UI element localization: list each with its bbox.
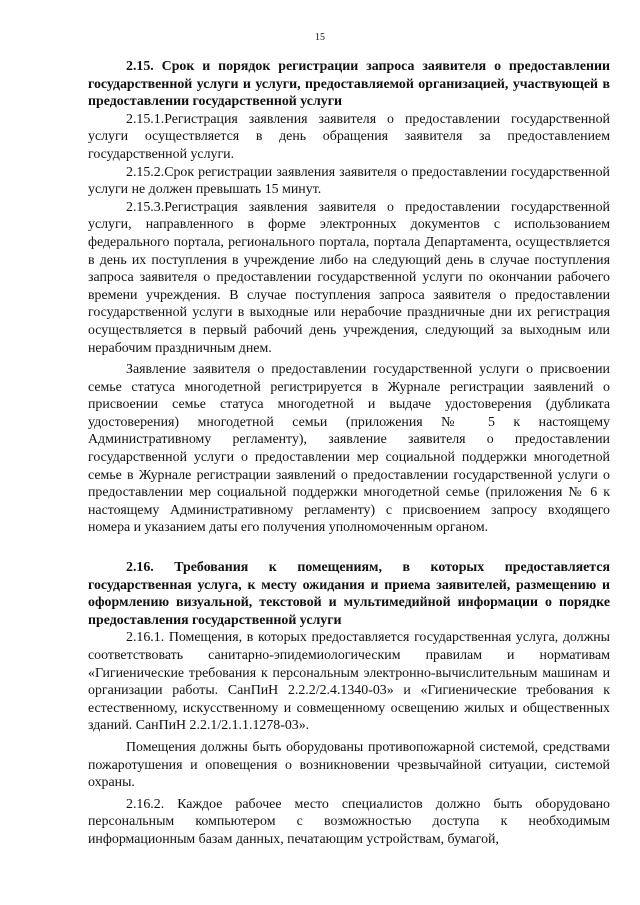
paragraph-registration-journal: Заявление заявителя о предоставлении государственной услуги о присвоении семье статуса многодетной регистрируется в Журнале регистрации заявлений о присвоении семье статуса многодетной и выдаче удостоверения (дубликата удостоверения) многодетной семьи (приложения № 5 к настоящему Административному регламенту), заявление заявителя о предоставлении государственной услуги о предоставлении мер социальной поддержки многодетной семье в Журнале регистрации заявлений о предоставлении государственной услуги о предоставлении мер социальной поддержки многодетной семье (приложения № 6 к настоящему Административному регламенту) с присвоением запросу входящего номера и указанием даты его получения уполномоченным органом. [88, 362, 610, 536]
page-number: 15 [315, 32, 325, 43]
document-body [88, 58, 610, 849]
paragraph-2-16-2: 2.16.2. Каждое рабочее место специалистов должно быть оборудовано персональным компьютером с возможностью доступа к необходимым информационным базам данных, печатающим устройствам, бумагой, [88, 796, 610, 847]
paragraph-premises-equipment: Помещения должны быть оборудованы противопожарной системой, средствами пожаротушения и оповещения о возникновении чрезвычайной ситуации, системой охраны. [88, 739, 610, 791]
section-2-16-heading: 2.16. Требования к помещениям, в которых предоставляется государственная услуга, к месту ожидания и приема заявителей, размещению и оформлению визуальной, текстовой и мультимедийной информации о порядке предоставления государственной услуги [88, 560, 610, 628]
paragraph-2-15-1: 2.15.1.Регистрация заявления заявителя о предоставлении государственной услуги осуществляется в день обращения заявителя за предоставлением государственной услуги. [88, 111, 610, 162]
section-2-15-heading: 2.15. Срок и порядок регистрации запроса заявителя о предоставлении государственной услуги и услуги, предоставляемой организацией, участвующей в предоставлении государственной услуги [88, 59, 610, 110]
paragraph-2-15-3: 2.15.3.Регистрация заявления заявителя о предоставлении государственной услуги, направленного в форме электронных документов с использованием федерального портала, регионального портала, портала Департамента, осуществляется в день их поступления в учреждение либо на следующий день в случае поступления запроса заявителя о предоставлении государственной услуги по окончании рабочего времени учреждения. В случае поступления запроса заявителя о предоставлении государственной услуги в выходные или нерабочие праздничные дни их регистрация осуществляется в первый рабочий день учреждения, следующий за выходным или нерабочим праздничным днем. [88, 199, 610, 356]
paragraph-2-15-2: 2.15.2.Срок регистрации заявления заявителя о предоставлении государственной услуги не должен превышать 15 минут. [88, 164, 610, 198]
section-spacer [88, 537, 610, 559]
paragraph-2-16-1: 2.16.1. Помещения, в которых предоставляется государственная услуга, должны соответствовать санитарно-эпидемиологическим правилам и нормативам «Гигиенические требования к персональным электронно-вычислительным машинам и организации работы. СанПиН 2.2.2/2.4.1340-03» и «Гигиенические требования к естественному, искусственному и совмещенному освещению жилых и общественных зданий. СанПиН 2.2.1/2.1.1.1278-03». [88, 630, 610, 734]
